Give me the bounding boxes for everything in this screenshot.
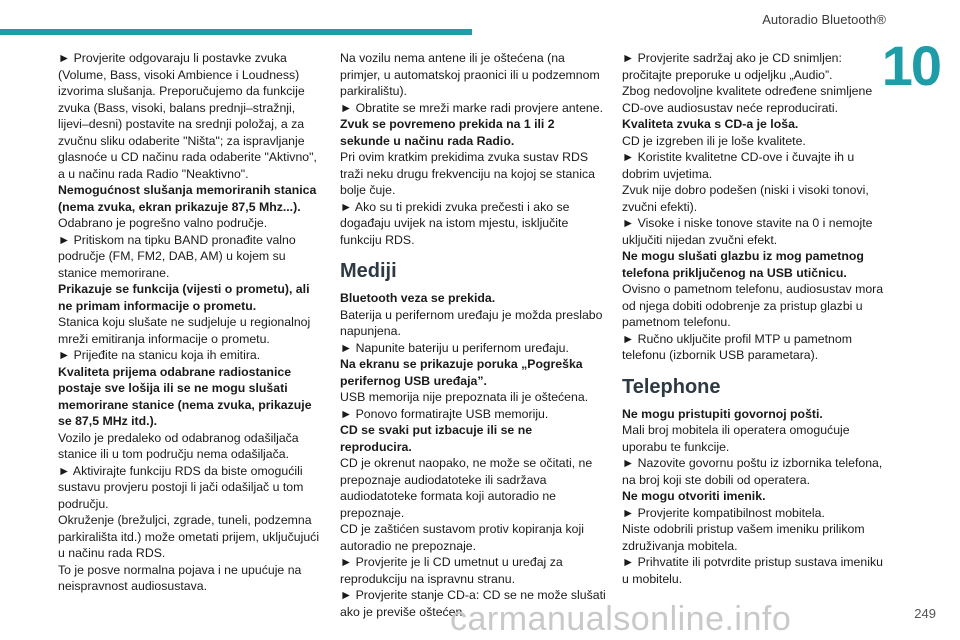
body-paragraph: ► Provjerite kompatibilnost mobitela. bbox=[622, 505, 825, 520]
problem-heading: Bluetooth veza se prekida. bbox=[340, 291, 496, 305]
body-paragraph: Odabrano je pogrešno valno područje. bbox=[58, 216, 268, 230]
header-title: Autoradio Bluetooth® bbox=[762, 12, 886, 27]
body-paragraph: ► Prihvatite ili potvrdite pristup sustava imeniku u mobitelu. bbox=[622, 555, 883, 586]
chapter-number: 10 bbox=[881, 34, 940, 97]
body-paragraph: Ovisno o pametnom telefonu, audiosustav mora od njega dobiti odobrenje za pristup glazbi u pametnom telefonu. bbox=[622, 282, 884, 329]
problem-heading: Na ekranu se prikazuje poruka „Pogreška perifernog USB uređaja”. bbox=[340, 357, 583, 388]
body-paragraph: Okruženje (brežuljci, zgrade, tuneli, podzemna parkirališta itd.) može ometati prijem, uključujući u načinu rada RDS. bbox=[58, 513, 320, 560]
section-heading: Telephone bbox=[622, 375, 721, 398]
body-paragraph: Baterija u perifernom uređaju je možda preslabo napunjena. bbox=[340, 307, 603, 338]
body-paragraph: Vozilo je predaleko od odabranog odašiljača stanice ili u tom području nema odašiljača. bbox=[58, 430, 299, 461]
problem-heading: Zvuk se povremeno prekida na 1 ili 2 sekunde u načinu rada Radio. bbox=[340, 117, 555, 148]
body-paragraph: ► Napunite bateriju u perifernom uređaju. bbox=[340, 340, 569, 355]
body-paragraph: CD je zaštićen sustavom protiv kopiranja koji autoradio ne prepoznaje. bbox=[340, 522, 584, 553]
body-paragraph: ► Provjerite odgovaraju li postavke zvuka (Volume, Bass, visoki Ambience i Loudness) izvorima slušanja. Preporučujemo da funkcije zvuka (Bass, visoki, balans prednji–stražnji, lijevi–desni) postavite na srednji položaj, a za zvučnu sliku odaberite "Ništa"; za ispravljanje glasnoće u CD načinu rada odaberite "Aktivno", a u načinu rada Radio "Neaktivno". bbox=[58, 51, 317, 181]
problem-heading: Ne mogu slušati glazbu iz mog pametnog telefona priključenog na USB utičnicu. bbox=[622, 249, 864, 280]
body-paragraph: ► Aktivirajte funkciju RDS da biste omogućili sustavu provjeru postoji li jači odašiljač u tom području. bbox=[58, 463, 304, 511]
text-column-1 bbox=[58, 50, 320, 595]
body-paragraph: Niste odobrili pristup vašem imeniku prilikom združivanja mobitela. bbox=[622, 522, 865, 553]
body-paragraph: CD je izgreben ili je loše kvalitete. bbox=[622, 133, 806, 148]
body-paragraph: ► Provjerite je li CD umetnut u uređaj za reprodukciju na ispravnu stranu. bbox=[340, 555, 563, 586]
header-accent-bar bbox=[0, 29, 472, 35]
body-paragraph: ► Ako su ti prekidi zvuka prečesti i ako se događaju uvijek na istom mjestu, isključite funkciju RDS. bbox=[340, 199, 570, 247]
body-paragraph: ► Nazovite govornu poštu iz izbornika telefona, na broj koji ste dobili od operatera. bbox=[622, 456, 883, 487]
body-paragraph: ► Provjerite stanje CD-a: CD se ne može slušati ako je previše oštećen. bbox=[340, 588, 606, 619]
section-heading: Mediji bbox=[340, 260, 397, 282]
problem-heading: Kvaliteta prijema odabrane radiostanice postaje sve lošija ili se ne mogu slušati memorirane stanice (nema zvuka, prikazuje se 87,5 MHz itd.). bbox=[58, 364, 312, 428]
problem-heading: Prikazuje se funkcija (vijesti o prometu), ali ne primam informacije o prometu. bbox=[58, 282, 310, 313]
body-paragraph: ► Provjerite sadržaj ako je CD snimljen: pročitajte preporuke u odjeljku „Audio”. bbox=[622, 51, 842, 82]
body-paragraph: Na vozilu nema antene ili je oštećena (na primjer, u automatskoj praonici ili u podzemnom parkiralištu). bbox=[340, 51, 600, 98]
text-column-2 bbox=[340, 50, 606, 620]
body-paragraph: ► Visoke i niske tonove stavite na 0 i nemojte uključiti nijedan zvučni efekt. bbox=[622, 216, 873, 247]
problem-heading: Ne mogu otvoriti imenik. bbox=[622, 489, 766, 503]
body-paragraph: To je posve normalna pojava i ne upućuje na neispravnost audiosustava. bbox=[58, 562, 302, 593]
body-paragraph: ► Ponovo formatirajte USB memoriju. bbox=[340, 406, 549, 421]
problem-heading: CD se svaki put izbacuje ili se ne reproducira. bbox=[340, 423, 533, 454]
body-paragraph: CD je okrenut naopako, ne može se očitati, ne prepoznaje audiodatoteke ili sadržava audiodatoteke formata koji autoradio ne prepoznaje. bbox=[340, 456, 593, 520]
body-paragraph: USB memorija nije prepoznata ili je oštećena. bbox=[340, 390, 589, 404]
problem-heading: Nemogućnost slušanja memoriranih stanica (nema zvuka, ekran prikazuje 87,5 Mhz...). bbox=[58, 183, 317, 214]
body-paragraph: ► Ručno uključite profil MTP u pametnom telefonu (izbornik USB parametara). bbox=[622, 331, 852, 362]
body-paragraph: ► Pritiskom na tipku BAND pronađite valno područje (FM, FM2, DAB, AM) u kojem su stanice memorirane. bbox=[58, 232, 296, 280]
problem-heading: Kvaliteta zvuka s CD-a je loša. bbox=[622, 117, 799, 131]
body-paragraph: Stanica koju slušate ne sudjeluje u regionalnoj mreži emitiranja informacije o prometu. bbox=[58, 315, 311, 346]
body-paragraph: Mali broj mobitela ili operatera omogućuje uporabu te funkcije. bbox=[622, 423, 850, 454]
page-number: 249 bbox=[914, 606, 936, 621]
body-paragraph: ► Koristite kvalitetne CD-ove i čuvajte ih u dobrim uvjetima. bbox=[622, 150, 855, 181]
body-paragraph: Pri ovim kratkim prekidima zvuka sustav RDS traži neku drugu frekvenciju na kojoj se stanica bolje čuje. bbox=[340, 150, 595, 197]
body-paragraph: Zvuk nije dobro podešen (niski i visoki tonovi, zvučni efekti). bbox=[622, 183, 869, 214]
body-paragraph: ► Prijeđite na stanicu koja ih emitira. bbox=[58, 348, 261, 362]
problem-heading: Ne mogu pristupiti govornoj pošti. bbox=[622, 406, 823, 421]
body-paragraph: Zbog nedovoljne kvalitete određene snimljene CD-ove audiosustav neće reproducirati. bbox=[622, 84, 873, 115]
text-column-3 bbox=[622, 50, 888, 587]
watermark-text: carmanualsonline.info bbox=[450, 600, 792, 638]
body-paragraph: ► Obratite se mreži marke radi provjere antene. bbox=[340, 100, 603, 115]
